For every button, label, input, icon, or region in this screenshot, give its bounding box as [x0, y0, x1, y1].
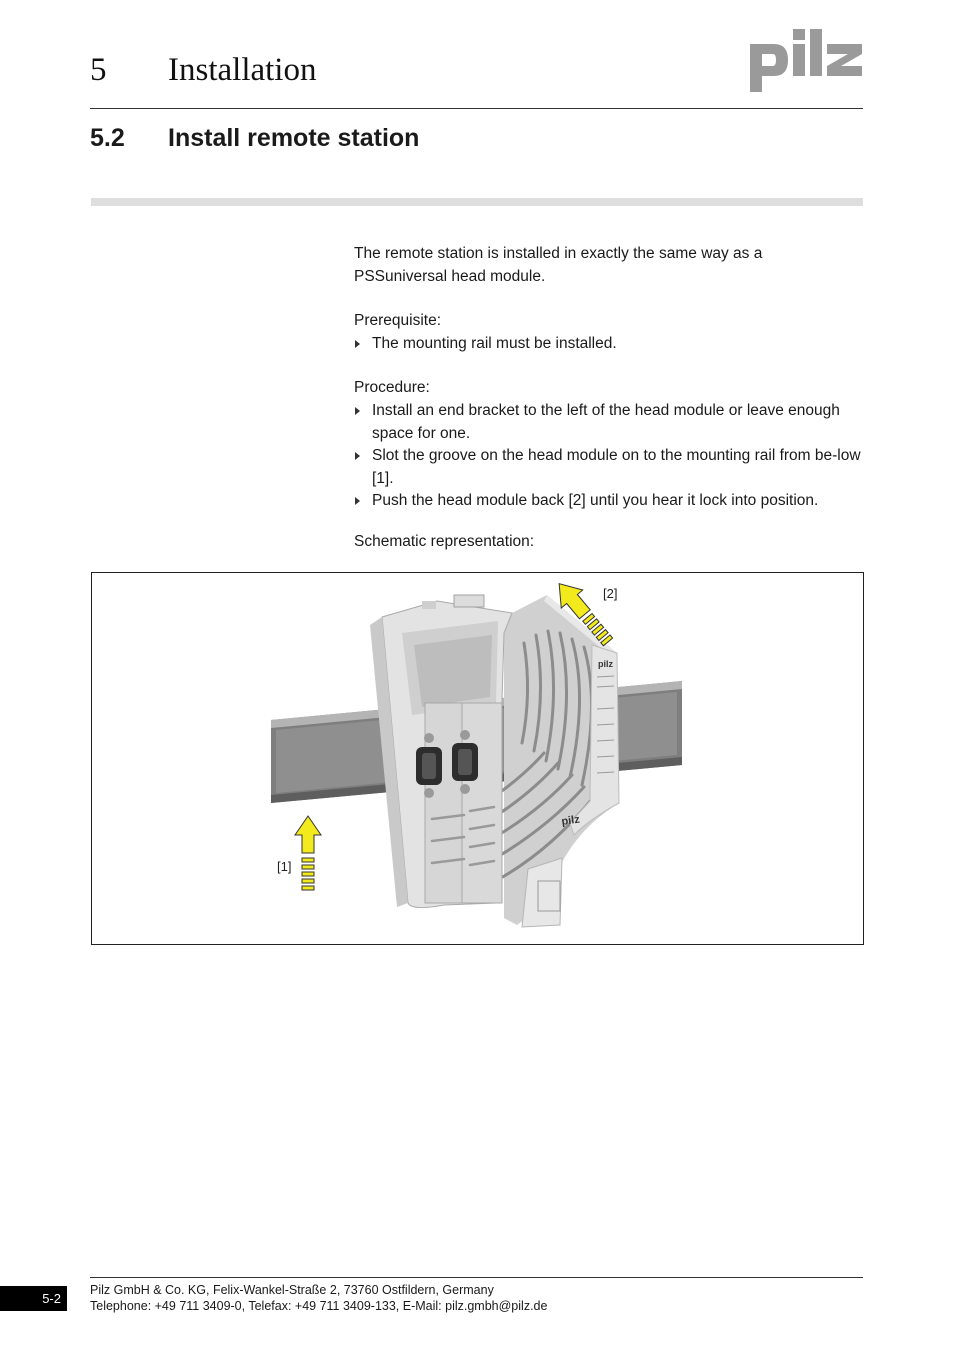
intro-paragraph: The remote station is installed in exactly the same way as a PSSuniversal head module. [354, 245, 763, 285]
bullet-arrow-icon [355, 340, 360, 348]
section-divider-bar [91, 198, 863, 206]
arrow-up-icon [295, 816, 321, 890]
prerequisite-list [354, 333, 864, 356]
section-title: Install remote station [168, 124, 420, 152]
bullet-arrow-icon [355, 497, 360, 505]
module-front-housing [370, 595, 512, 908]
list-item: The mounting rail must be installed. [354, 333, 864, 356]
footer-address: Pilz GmbH & Co. KG, Felix-Wankel-Straße 2, 73760 Ostfildern, Germany [90, 1283, 494, 1297]
bullet-arrow-icon [355, 407, 360, 415]
list-item: Slot the groove on the head module on to the mounting rail from be-low [1]. [354, 445, 864, 490]
chapter-title: Installation [168, 52, 317, 88]
pilz-logo [748, 28, 864, 94]
footer-contact: Telephone: +49 711 3409-0, Telefax: +49 711 3409-133, E-Mail: pilz.gmbh@pilz.de [90, 1299, 548, 1313]
callout-1-label: [1] [277, 859, 292, 874]
device-logo: pilz [598, 659, 613, 669]
list-item: Install an end bracket to the left of the head module or leave enough space for one. [354, 400, 864, 445]
section-number: 5.2 [90, 124, 125, 152]
prerequisite-label: Prerequisite: [354, 312, 442, 329]
device-logo-large: pilz [560, 813, 581, 828]
footer-rule [90, 1277, 863, 1278]
procedure-list [354, 400, 864, 513]
chapter-number: 5 [90, 52, 107, 88]
schematic-figure [91, 572, 864, 945]
callout-2-label: [2] [603, 586, 618, 601]
schematic-label: Schematic representation: [354, 533, 535, 550]
head-module-illustration [92, 573, 863, 944]
list-item: Push the head module back [2] until you hear it lock into position. [354, 490, 864, 513]
procedure-label: Procedure: [354, 379, 430, 396]
header-rule [90, 108, 863, 109]
bullet-arrow-icon [355, 452, 360, 460]
page-number: 5-2 [0, 1286, 67, 1311]
